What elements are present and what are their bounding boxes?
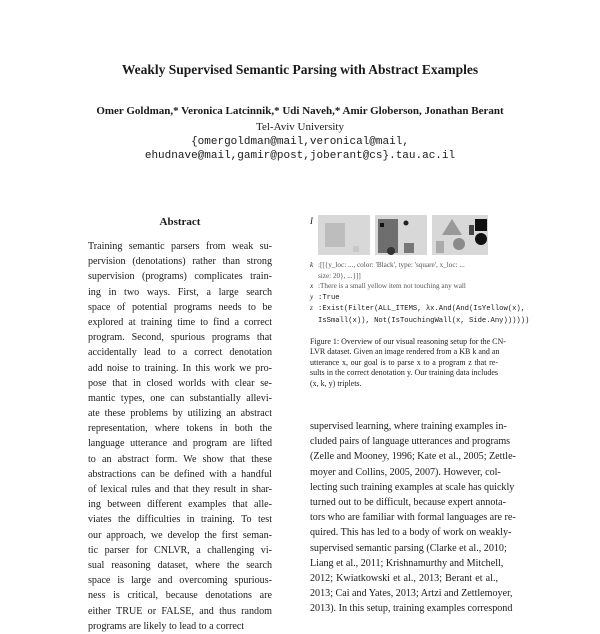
paper-title: Weakly Supervised Semantic Parsing with Abstract Examples (121, 62, 479, 77)
figure-annotation-line (310, 315, 530, 327)
figure-annotation-line (310, 281, 500, 292)
dark-strip (469, 225, 474, 235)
top-black-square (475, 219, 487, 231)
circle-medium (387, 247, 395, 255)
small-circle (404, 221, 409, 226)
abstract-line: space of potential programs needs to be (88, 301, 272, 313)
abstract-line: space is large and overcoming spurious- (88, 575, 272, 587)
annotation-text: :There is a small yellow item not touching any wall (318, 282, 466, 290)
caption-line: LVR dataset. Given an image rendered from a KB k and an (310, 347, 500, 357)
abstract-line: ate these problems by utilizing an abstract (88, 408, 272, 420)
body-line: cluded pairs of language utterances and programs (310, 436, 511, 448)
body-line: tors who are familiar with formal languages are re- (310, 512, 516, 524)
figure-annotation-line (310, 260, 500, 271)
annotation-text: IsSmall(x)), Not(IsTouchingWall(x, Side.Any)))))) (318, 316, 530, 325)
body-line: supervised semantic parsing (Clarke et al., 2010; (310, 542, 507, 554)
abstract-line: ness is critical, because denotations are (88, 590, 272, 602)
gray-block (325, 223, 345, 247)
abstract-line: sual reasoning dataset, where the search (88, 559, 272, 571)
abstract-line: pervision (denotations) rather than strong (88, 256, 272, 268)
yellow-small-square (353, 246, 359, 252)
figure-annotation-line (310, 303, 526, 315)
right-column-body (310, 419, 516, 616)
black-square (380, 223, 384, 227)
annotation-text: size: 20}, ...}]] (318, 271, 361, 280)
abstract-line: of lexical rules and that they result in shar- (88, 484, 272, 495)
body-line: turned out to be difficult, because expert annota- (310, 496, 507, 508)
abstract-line: either TRUE or FALSE, and thus random (88, 605, 272, 617)
abstract-line: ing between different examples that alle- (88, 499, 272, 511)
abstract-line: tic parser for CNLVR, a challenging vi- (88, 544, 272, 556)
figure-annotation-line (310, 271, 500, 282)
body-line: 2012; Kwiatkowski et al., 2013; Berant et al., (310, 572, 498, 584)
abstract-line: to an abstract form. We show that these (88, 453, 272, 465)
abstract-line: abstractions can be defined with a handful (88, 468, 272, 480)
body-line: moyer and Collins, 2005, 2007). However, col- (310, 466, 501, 478)
gray-circle (453, 238, 465, 250)
caption-line: Figure 1: Overview of our visual reasoning setup for the CN- (310, 337, 506, 346)
figure-annotation-line (310, 292, 500, 304)
body-line: lecting such training examples at scale has quickly (310, 481, 515, 493)
body-line: supervised learning, where training examples in- (310, 421, 507, 432)
abstract-line: our approach, we develop the first seman- (88, 529, 272, 541)
figure-image (318, 215, 490, 259)
figure-image-label: I (310, 216, 313, 226)
abstract-line: add noise to training. In this work we pro- (88, 362, 272, 374)
abstract-line: supervision (programs) complicates train- (88, 271, 272, 283)
abstract-heading: Abstract (159, 216, 201, 228)
abstract-line: pose that in closed worlds with clear se- (88, 377, 272, 389)
annotation-text: :[[{y_loc: ..., color: 'Black', type: 'square', x_loc: ... (318, 261, 465, 269)
body-line: (Zelle and Mooney, 1996; Kate et al., 2005; Zettle- (310, 451, 516, 463)
caption-line: sults in the correct denotation y. Our training data includes (310, 368, 498, 378)
body-line: quired. This has led to a body of work on weakly- (310, 527, 512, 539)
annotation-text: :Exist(Filter(ALL_ITEMS, λx.And(And(IsYellow(x), (318, 305, 526, 313)
abstract-line: Training semantic parsers from weak su- (88, 241, 272, 252)
abstract-line: ing in two ways. First, a large search (88, 286, 272, 298)
small-gray-rect (436, 241, 444, 253)
author-list: Omer Goldman,* Veronica Latcinnik,* Udi Naveh,* Amir Globerson, Jonathan Berant (96, 105, 504, 117)
caption-line: (x, k, y) triplets. (310, 378, 362, 388)
body-line: Liang et al., 2011; Krishnamurthy and Mitchell, (310, 557, 504, 569)
abstract-line: viates the difficulties in training. To test (88, 514, 272, 526)
annotation-label: z (310, 304, 313, 312)
abstract-line: mantic types, one can substantially allevi- (88, 392, 272, 404)
email-line-2: ehudnave@mail,gamir@post,joberant@cs}.tau.ac.il (144, 150, 456, 162)
figure-caption (310, 337, 506, 389)
annotation-label: x (310, 282, 314, 290)
abstract-line: accidentally lead to a correct denotation (88, 347, 272, 359)
black-circle (475, 233, 487, 245)
abstract-line: programs are likely to lead to a correct (88, 620, 245, 632)
body-line: 2013; Cai and Yates, 2013; Artzi and Zettlemoyer, (310, 588, 513, 600)
abstract-line: language utterance and program are lifted (88, 438, 272, 450)
abstract-line: program. Second, spurious programs that (88, 332, 272, 344)
abstract-line: representation, where tokens in both the (88, 423, 272, 435)
annotation-text: :True (318, 293, 340, 302)
figure-annotations (310, 260, 530, 326)
abstract-line: explored at training time to find a correct (88, 316, 272, 328)
affiliation: Tel-Aviv University (256, 121, 344, 133)
caption-line: utterance x, our goal is to parse x to a program z that re- (310, 357, 498, 367)
annotation-label: k (310, 261, 314, 269)
abstract-body (88, 239, 272, 634)
email-line-1: {omergoldman@mail,veronical@mail, (191, 136, 409, 148)
gray-square (404, 243, 414, 253)
annotation-label: y (310, 292, 314, 301)
body-line: 2013). In this setup, training examples correspond (310, 603, 513, 615)
